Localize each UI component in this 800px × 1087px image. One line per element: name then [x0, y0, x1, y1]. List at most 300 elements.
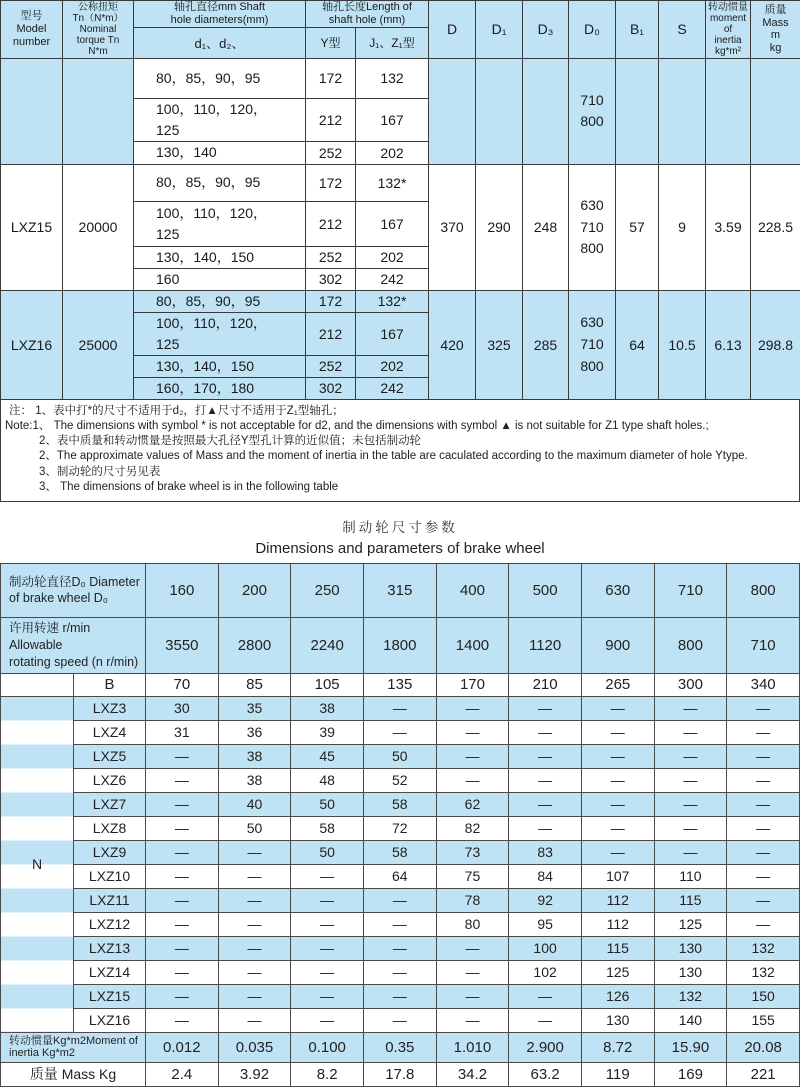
d1-cell	[476, 58, 523, 164]
value-cell: 150	[727, 984, 800, 1008]
note-line: Note:1、 The dimensions with symbol * is not acceptable for d2, and the dimensions with symbol ▲ is not suitable for Z1 type shaft holes.;	[1, 419, 799, 434]
torque-cell: 20000	[63, 164, 134, 290]
s-cell: 10.5	[659, 290, 706, 399]
value-cell: 115	[654, 888, 727, 912]
brake-row	[1, 936, 800, 960]
value-cell: 82	[436, 816, 509, 840]
value-cell: 132	[727, 960, 800, 984]
header-d1-d2: d₁、d₂、	[134, 27, 306, 58]
value-cell: —	[727, 888, 800, 912]
value-cell: 85	[218, 673, 291, 696]
torque-cell: 25000	[63, 290, 134, 399]
value-cell: —	[363, 936, 436, 960]
value-cell: 15.90	[654, 1032, 727, 1062]
value-cell: 1800	[363, 617, 436, 673]
value-cell: 125	[654, 912, 727, 936]
brake-row-model: LXZ15	[74, 984, 146, 1008]
brake-row	[1, 984, 800, 1008]
value-cell: —	[363, 960, 436, 984]
value-cell: —	[727, 840, 800, 864]
value-cell: 20.08	[727, 1032, 800, 1062]
value-cell: —	[218, 960, 291, 984]
brake-rows	[1, 696, 800, 1032]
brake-row-model: LXZ4	[74, 720, 146, 744]
value-cell: 45	[291, 744, 364, 768]
brake-row	[1, 696, 800, 720]
brake-speed-label: 许用转速 r/min Allowable rotating speed (n r/min)	[1, 617, 146, 673]
value-cell: 130	[581, 1008, 654, 1032]
note-line: 2、表中质量和转动惯量是按照最大孔径Y型孔计算的近似值；未包括制动轮	[1, 434, 799, 449]
brake-row-model: LXZ8	[74, 816, 146, 840]
value-cell: —	[291, 960, 364, 984]
value-cell: 900	[581, 617, 654, 673]
d1-cell: 290	[476, 164, 523, 290]
value-cell: —	[654, 720, 727, 744]
mass-cell: 298.8	[751, 290, 800, 399]
header-mass: 质量 Mass m kg	[751, 1, 800, 59]
value-cell: —	[436, 720, 509, 744]
value-cell: —	[363, 888, 436, 912]
value-cell: 17.8	[363, 1062, 436, 1086]
value-cell: 38	[218, 744, 291, 768]
value-cell: 8.72	[581, 1032, 654, 1062]
inertia-cell: 6.13	[706, 290, 751, 399]
value-cell: 132	[654, 984, 727, 1008]
value-cell: —	[146, 984, 219, 1008]
value-cell: 73	[436, 840, 509, 864]
value-cell: —	[581, 744, 654, 768]
header-d0: D₀	[569, 1, 616, 59]
value-cell: 58	[363, 840, 436, 864]
value-cell: —	[727, 912, 800, 936]
value-cell: —	[509, 792, 582, 816]
value-cell: 36	[218, 720, 291, 744]
value-cell: 340	[727, 673, 800, 696]
value-cell: 0.35	[363, 1032, 436, 1062]
value-cell: —	[291, 936, 364, 960]
header-s: S	[659, 1, 706, 59]
value-cell: 95	[509, 912, 582, 936]
brake-row-model: LXZ12	[74, 912, 146, 936]
value-cell: —	[146, 744, 219, 768]
value-cell: —	[436, 936, 509, 960]
value-cell: —	[654, 816, 727, 840]
value-cell: —	[218, 840, 291, 864]
mass-cell: 228.5	[751, 164, 800, 290]
value-cell: 38	[291, 696, 364, 720]
value-cell: 0.035	[218, 1032, 291, 1062]
brake-row	[1, 1008, 800, 1032]
dia-cell: 130，140，150	[134, 355, 306, 377]
coupling-dimensions-table	[0, 0, 800, 400]
value-cell: 92	[509, 888, 582, 912]
header-d1: D₁	[476, 1, 523, 59]
value-cell: 84	[509, 864, 582, 888]
brake-row-model: LXZ13	[74, 936, 146, 960]
brake-row	[1, 768, 800, 792]
value-cell: —	[654, 744, 727, 768]
y-length-cell: 252	[306, 246, 356, 268]
value-cell: 130	[654, 960, 727, 984]
value-cell: —	[654, 840, 727, 864]
value-cell: 31	[146, 720, 219, 744]
jz-length-cell: 132	[356, 58, 429, 98]
value-cell: 0.012	[146, 1032, 219, 1062]
value-cell: —	[581, 816, 654, 840]
notes	[0, 400, 800, 502]
brake-row	[1, 864, 800, 888]
d3-cell	[523, 58, 569, 164]
brake-mass-label: 质量 Mass Kg	[1, 1062, 146, 1086]
brake-diameter-label: 制动轮直径D₀ Diameter of brake wheel D₀	[1, 563, 146, 617]
value-cell: —	[146, 816, 219, 840]
value-cell: 200	[218, 563, 291, 617]
empty-cell	[1, 673, 74, 696]
brake-wheel-table	[0, 563, 800, 1087]
brake-row-model: LXZ11	[74, 888, 146, 912]
value-cell: 35	[218, 696, 291, 720]
brake-inertia-row	[1, 1032, 800, 1062]
value-cell: 78	[436, 888, 509, 912]
brake-row-model: LXZ9	[74, 840, 146, 864]
value-cell: —	[509, 1008, 582, 1032]
brake-foot	[1, 1032, 800, 1086]
value-cell: —	[291, 912, 364, 936]
value-cell: —	[363, 696, 436, 720]
d-cell: 370	[429, 164, 476, 290]
value-cell: —	[218, 864, 291, 888]
b1-cell: 64	[616, 290, 659, 399]
dia-cell: 160，170，180	[134, 377, 306, 399]
brake-row	[1, 960, 800, 984]
value-cell: —	[436, 696, 509, 720]
value-cell: 105	[291, 673, 364, 696]
header-model: 型号 Model number	[1, 1, 63, 59]
value-cell: 50	[291, 840, 364, 864]
model-cell: LXZ16	[1, 290, 63, 399]
value-cell: 48	[291, 768, 364, 792]
jz-length-cell: 167	[356, 312, 429, 355]
d0-cell: 710 800	[569, 58, 616, 164]
header-d3: D₃	[523, 1, 569, 59]
jz-length-cell: 132*	[356, 290, 429, 312]
value-cell: —	[218, 888, 291, 912]
value-cell: 83	[509, 840, 582, 864]
note-line: 2、The approximate values of Mass and the moment of inertia in the table are caculated according to the maximum diameter of hole Ytype.	[1, 449, 799, 464]
value-cell: 3550	[146, 617, 219, 673]
value-cell: —	[727, 816, 800, 840]
y-length-cell: 302	[306, 377, 356, 399]
value-cell: —	[146, 888, 219, 912]
value-cell: 102	[509, 960, 582, 984]
value-cell: —	[509, 768, 582, 792]
y-length-cell: 212	[306, 98, 356, 141]
dia-cell: 100，110，120， 125	[134, 312, 306, 355]
value-cell: 2240	[291, 617, 364, 673]
value-cell: —	[581, 720, 654, 744]
value-cell: 8.2	[291, 1062, 364, 1086]
value-cell: 100	[509, 936, 582, 960]
value-cell: —	[146, 864, 219, 888]
value-cell: —	[509, 816, 582, 840]
header-b1: B₁	[616, 1, 659, 59]
brake-row	[1, 840, 800, 864]
dia-cell: 100，110，120， 125	[134, 98, 306, 141]
brake-mass-row	[1, 1062, 800, 1086]
value-cell: 107	[581, 864, 654, 888]
value-cell: 52	[363, 768, 436, 792]
value-cell: 135	[363, 673, 436, 696]
d-cell	[429, 58, 476, 164]
s-cell	[659, 58, 706, 164]
brake-row-model: LXZ6	[74, 768, 146, 792]
value-cell: —	[436, 984, 509, 1008]
note-line: 3、 The dimensions of brake wheel is in the following table	[1, 480, 799, 495]
value-cell: —	[218, 936, 291, 960]
b1-cell	[616, 58, 659, 164]
value-cell: 630	[581, 563, 654, 617]
section-title-en: Dimensions and parameters of brake wheel	[0, 540, 800, 557]
value-cell: 75	[436, 864, 509, 888]
header-row	[1, 1, 800, 28]
brake-row-model: LXZ5	[74, 744, 146, 768]
brake-row	[1, 792, 800, 816]
y-length-cell: 212	[306, 201, 356, 246]
table-row	[1, 290, 800, 312]
value-cell: —	[218, 1008, 291, 1032]
value-cell: 265	[581, 673, 654, 696]
value-cell: 50	[291, 792, 364, 816]
value-cell: 80	[436, 912, 509, 936]
value-cell: 500	[509, 563, 582, 617]
value-cell: —	[363, 912, 436, 936]
value-cell: 70	[146, 673, 219, 696]
value-cell: —	[218, 984, 291, 1008]
brake-row-model: LXZ7	[74, 792, 146, 816]
value-cell: —	[363, 720, 436, 744]
header-inertia: 转动惯量 moment of inertia kg*m²	[706, 1, 751, 59]
value-cell: —	[581, 768, 654, 792]
dia-cell: 100，110，120， 125	[134, 201, 306, 246]
value-cell: 50	[218, 816, 291, 840]
jz-length-cell: 242	[356, 268, 429, 290]
value-cell: 155	[727, 1008, 800, 1032]
value-cell: 160	[146, 563, 219, 617]
brake-row	[1, 744, 800, 768]
value-cell: —	[509, 744, 582, 768]
value-cell: —	[727, 792, 800, 816]
value-cell: —	[363, 1008, 436, 1032]
torque-cell	[63, 58, 134, 164]
note-line: 3、制动轮的尺寸另见表	[1, 465, 799, 480]
value-cell: 130	[654, 936, 727, 960]
y-length-cell: 252	[306, 141, 356, 164]
n-group-label: N	[1, 696, 74, 1032]
d3-cell: 248	[523, 164, 569, 290]
brake-head	[1, 563, 800, 696]
value-cell: 221	[727, 1062, 800, 1086]
value-cell: —	[727, 720, 800, 744]
d-cell: 420	[429, 290, 476, 399]
value-cell: 315	[363, 563, 436, 617]
b-label: B	[74, 673, 146, 696]
value-cell: —	[146, 1008, 219, 1032]
value-cell: 58	[291, 816, 364, 840]
d3-cell: 285	[523, 290, 569, 399]
value-cell: 210	[509, 673, 582, 696]
value-cell: 30	[146, 696, 219, 720]
d1-cell: 325	[476, 290, 523, 399]
brake-row	[1, 888, 800, 912]
value-cell: 115	[581, 936, 654, 960]
dia-cell: 160	[134, 268, 306, 290]
value-cell: 72	[363, 816, 436, 840]
value-cell: 2.900	[509, 1032, 582, 1062]
value-cell: 112	[581, 888, 654, 912]
value-cell: 800	[654, 617, 727, 673]
dia-cell: 80，85，90，95	[134, 164, 306, 201]
brake-speed-row	[1, 617, 800, 673]
header-shaft-hole-length: 轴孔长度Length of shaft hole (mm)	[306, 1, 429, 28]
brake-inertia-label: 转动惯量Kg*m2Moment of inertia Kg*m2	[1, 1032, 146, 1062]
value-cell: 3.92	[218, 1062, 291, 1086]
model-cell	[1, 58, 63, 164]
value-cell: —	[727, 864, 800, 888]
value-cell: —	[509, 984, 582, 1008]
brake-row-model: LXZ16	[74, 1008, 146, 1032]
value-cell: 40	[218, 792, 291, 816]
value-cell: 0.100	[291, 1032, 364, 1062]
value-cell: 34.2	[436, 1062, 509, 1086]
jz-length-cell: 202	[356, 141, 429, 164]
value-cell: 300	[654, 673, 727, 696]
value-cell: —	[509, 696, 582, 720]
value-cell: 39	[291, 720, 364, 744]
value-cell: —	[727, 768, 800, 792]
value-cell: 125	[581, 960, 654, 984]
s-cell: 9	[659, 164, 706, 290]
dia-cell: 80，85，90，95	[134, 58, 306, 98]
value-cell: —	[363, 984, 436, 1008]
dia-cell: 80，85，90，95	[134, 290, 306, 312]
d0-cell: 630 710 800	[569, 164, 616, 290]
value-cell: —	[218, 912, 291, 936]
jz-length-cell: 202	[356, 246, 429, 268]
value-cell: —	[291, 864, 364, 888]
header-torque: 公称扭矩 Tn（N*m） Nominal torque Tn N*m	[63, 1, 134, 59]
note-line: 注： 1、表中打*的尺寸不适用于d₂，打▲尺寸不适用于Z₁型轴孔；	[1, 404, 799, 419]
value-cell: 2800	[218, 617, 291, 673]
value-cell: 170	[436, 673, 509, 696]
y-length-cell: 302	[306, 268, 356, 290]
y-length-cell: 172	[306, 164, 356, 201]
value-cell: —	[727, 744, 800, 768]
brake-row	[1, 720, 800, 744]
header-jz-type: J₁、Z₁型	[356, 27, 429, 58]
dia-cell: 130，140	[134, 141, 306, 164]
value-cell: —	[436, 960, 509, 984]
value-cell: 1.010	[436, 1032, 509, 1062]
value-cell: —	[146, 960, 219, 984]
model-cell: LXZ15	[1, 164, 63, 290]
brake-row-model: LXZ10	[74, 864, 146, 888]
jz-length-cell: 132*	[356, 164, 429, 201]
value-cell: —	[436, 1008, 509, 1032]
value-cell: 1400	[436, 617, 509, 673]
value-cell: 132	[727, 936, 800, 960]
value-cell: —	[291, 888, 364, 912]
value-cell: 63.2	[509, 1062, 582, 1086]
y-length-cell: 172	[306, 58, 356, 98]
value-cell: —	[654, 792, 727, 816]
table-row	[1, 58, 800, 98]
header-y-type: Y型	[306, 27, 356, 58]
mass-cell	[751, 58, 800, 164]
value-cell: —	[436, 744, 509, 768]
header-shaft-hole-diameter: 轴孔直径mm Shaft hole diameters(mm)	[134, 1, 306, 28]
y-length-cell: 212	[306, 312, 356, 355]
value-cell: 50	[363, 744, 436, 768]
y-length-cell: 252	[306, 355, 356, 377]
brake-b-row	[1, 673, 800, 696]
b1-cell: 57	[616, 164, 659, 290]
inertia-cell: 3.59	[706, 164, 751, 290]
value-cell: 250	[291, 563, 364, 617]
value-cell: 112	[581, 912, 654, 936]
value-cell: —	[291, 984, 364, 1008]
inertia-cell	[706, 58, 751, 164]
value-cell: 1120	[509, 617, 582, 673]
value-cell: —	[581, 840, 654, 864]
value-cell: 140	[654, 1008, 727, 1032]
value-cell: 710	[727, 617, 800, 673]
value-cell: —	[146, 768, 219, 792]
value-cell: —	[509, 720, 582, 744]
brake-diameter-row	[1, 563, 800, 617]
value-cell: —	[146, 792, 219, 816]
value-cell: —	[581, 696, 654, 720]
jz-length-cell: 167	[356, 98, 429, 141]
value-cell: 710	[654, 563, 727, 617]
value-cell: 38	[218, 768, 291, 792]
value-cell: 169	[654, 1062, 727, 1086]
value-cell: 64	[363, 864, 436, 888]
value-cell: —	[291, 1008, 364, 1032]
jz-length-cell: 202	[356, 355, 429, 377]
dia-cell: 130，140，150	[134, 246, 306, 268]
value-cell: —	[146, 912, 219, 936]
value-cell: —	[436, 768, 509, 792]
value-cell: 126	[581, 984, 654, 1008]
value-cell: 62	[436, 792, 509, 816]
d0-cell: 630 710 800	[569, 290, 616, 399]
header-d: D	[429, 1, 476, 59]
brake-row	[1, 816, 800, 840]
value-cell: 800	[727, 563, 800, 617]
value-cell: —	[581, 792, 654, 816]
section-title-zh: 制动轮尺寸参数	[0, 516, 800, 536]
value-cell: —	[727, 696, 800, 720]
jz-length-cell: 167	[356, 201, 429, 246]
value-cell: 58	[363, 792, 436, 816]
brake-row	[1, 912, 800, 936]
value-cell: —	[146, 936, 219, 960]
value-cell: 110	[654, 864, 727, 888]
value-cell: 119	[581, 1062, 654, 1086]
y-length-cell: 172	[306, 290, 356, 312]
value-cell: —	[654, 696, 727, 720]
value-cell: 2.4	[146, 1062, 219, 1086]
